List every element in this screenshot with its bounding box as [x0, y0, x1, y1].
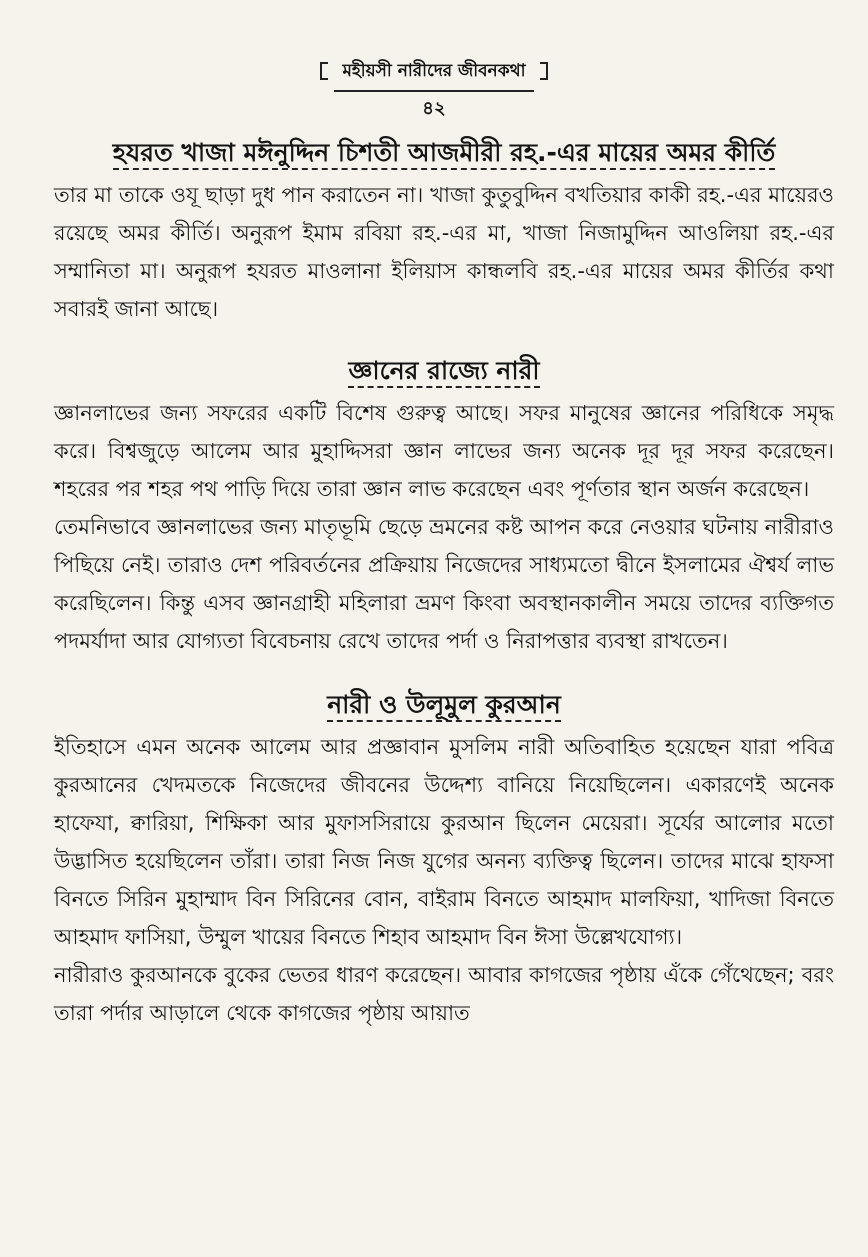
page-number: ৪২ [422, 98, 446, 119]
section-women-knowledge [54, 348, 834, 660]
body-paragraph: নারীরাও কুরআনকে বুকের ভেতর ধারণ করেছেন। আবার কাগজের পৃষ্ঠায় এঁকে গেঁথেছেন; বরং তারা পর্দার আড়ালে থেকে কাগজের পৃষ্ঠায় আয়াত [54, 963, 834, 1025]
body-paragraph: তার মা তাকে ওযূ ছাড়া দুধ পান করাতেন না। খাজা কুতুবুদ্দিন বখতিয়ার কাকী রহ.-এর মায়েরও রয়েছে অমর কীর্তি। অনুরূপ ইমাম রবিয়া রহ.-এর মা, খাজা নিজামুদ্দিন আওলিয়া রহ.-এর সম্মানিতা মা। অনুরূপ হযরত মাওলানা ইলিয়াস কান্ধলবি রহ.-এর মায়ের অমর কীর্তির কথা সবারই জানা আছে। [54, 183, 834, 321]
body-paragraph: ইতিহাসে এমন অনেক আলেম আর প্রজ্ঞাবান মুসলিম নারী অতিবাহিত হয়েছেন যারা পবিত্র কুরআনের খেদমতকে নিজেদের জীবনের উদ্দেশ্য বানিয়ে নিয়েছিলেন। একারণেই অনেক হাফেযা, ক্বারিয়া, শিক্ষিকা আর মুফাসসিরায়ে কুরআন ছিলেন মেয়েরা। সূর্যের আলোর মতো উদ্ভাসিত হয়েছিলেন তাঁরা। তারা নিজ নিজ যুগের অনন্য ব্যক্তিত্ব ছিলেন। তাদের মাঝে হাফসা বিনতে সিরিন মুহাম্মাদ বিন সিরিনের বোন, বাইরাম বিনতে আহমাদ মালফিয়া, খাদিজা বিনতে আহমাদ ফাসিয়া, উম্মুল খায়ের বিনতে শিহাব আহমাদ বিন ঈসা উল্লেখযোগ্য। [54, 735, 834, 949]
running-header [0, 58, 868, 125]
section-heading: হযরত খাজা মঈনুদ্দিন চিশতী আজমীরী রহ.-এর মায়ের অমর কীর্তি [54, 130, 834, 176]
banner-left-cap [320, 62, 328, 80]
section-heading: নারী ও উলূমুল কুরআন [54, 682, 834, 728]
body-paragraph: জ্ঞানলাভের জন্য সফরের একটি বিশেষ গুরুত্ব আছে। সফর মানুষের জ্ঞানের পরিধিকে সমৃদ্ধ করে। বিশ্বজুড়ে আলেম আর মুহাদ্দিসরা জ্ঞান লাভের জন্য অনেক দূর দূর সফর করেছেন। শহরের পর শহর পথ পাড়ি দিয়ে তারা জ্ঞান লাভ করেছেন এবং পূর্ণতার স্থান অর্জন করেছেন। [54, 401, 834, 501]
book-title: মহীয়সী নারীদের জীবনকথা [342, 61, 526, 81]
body-paragraph: তেমনিভাবে জ্ঞানলাভের জন্য মাতৃভূমি ছেড়ে ভ্রমনের কষ্ট আপন করে নেওয়ার ঘটনায় নারীরাও পিছিয়ে নেই। তারাও দেশ পরিবর্তনের প্রক্রিয়ায় নিজেদের সাধ্যমতো দ্বীনে ইসলামের ঐশ্বর্য লাভ করেছিলেন। কিন্তু এসব জ্ঞানগ্রাহী মহিলারা ভ্রমণ কিংবা অবস্থানকালীন সময়ে তাদের ব্যক্তিগত পদমর্যাদা আর যোগ্যতা বিবেচনায় রেখে তাদের পর্দা ও নিরাপত্তার ব্যবস্থা রাখতেন। [54, 515, 834, 653]
section-mother-legacy [54, 130, 834, 328]
header-rule [334, 90, 533, 92]
banner-right-cap [540, 62, 548, 80]
section-women-quran-sciences [54, 682, 834, 1032]
book-title-banner [320, 58, 547, 92]
page-content [54, 130, 834, 1032]
section-heading: জ্ঞানের রাজ্যে নারী [54, 348, 834, 394]
